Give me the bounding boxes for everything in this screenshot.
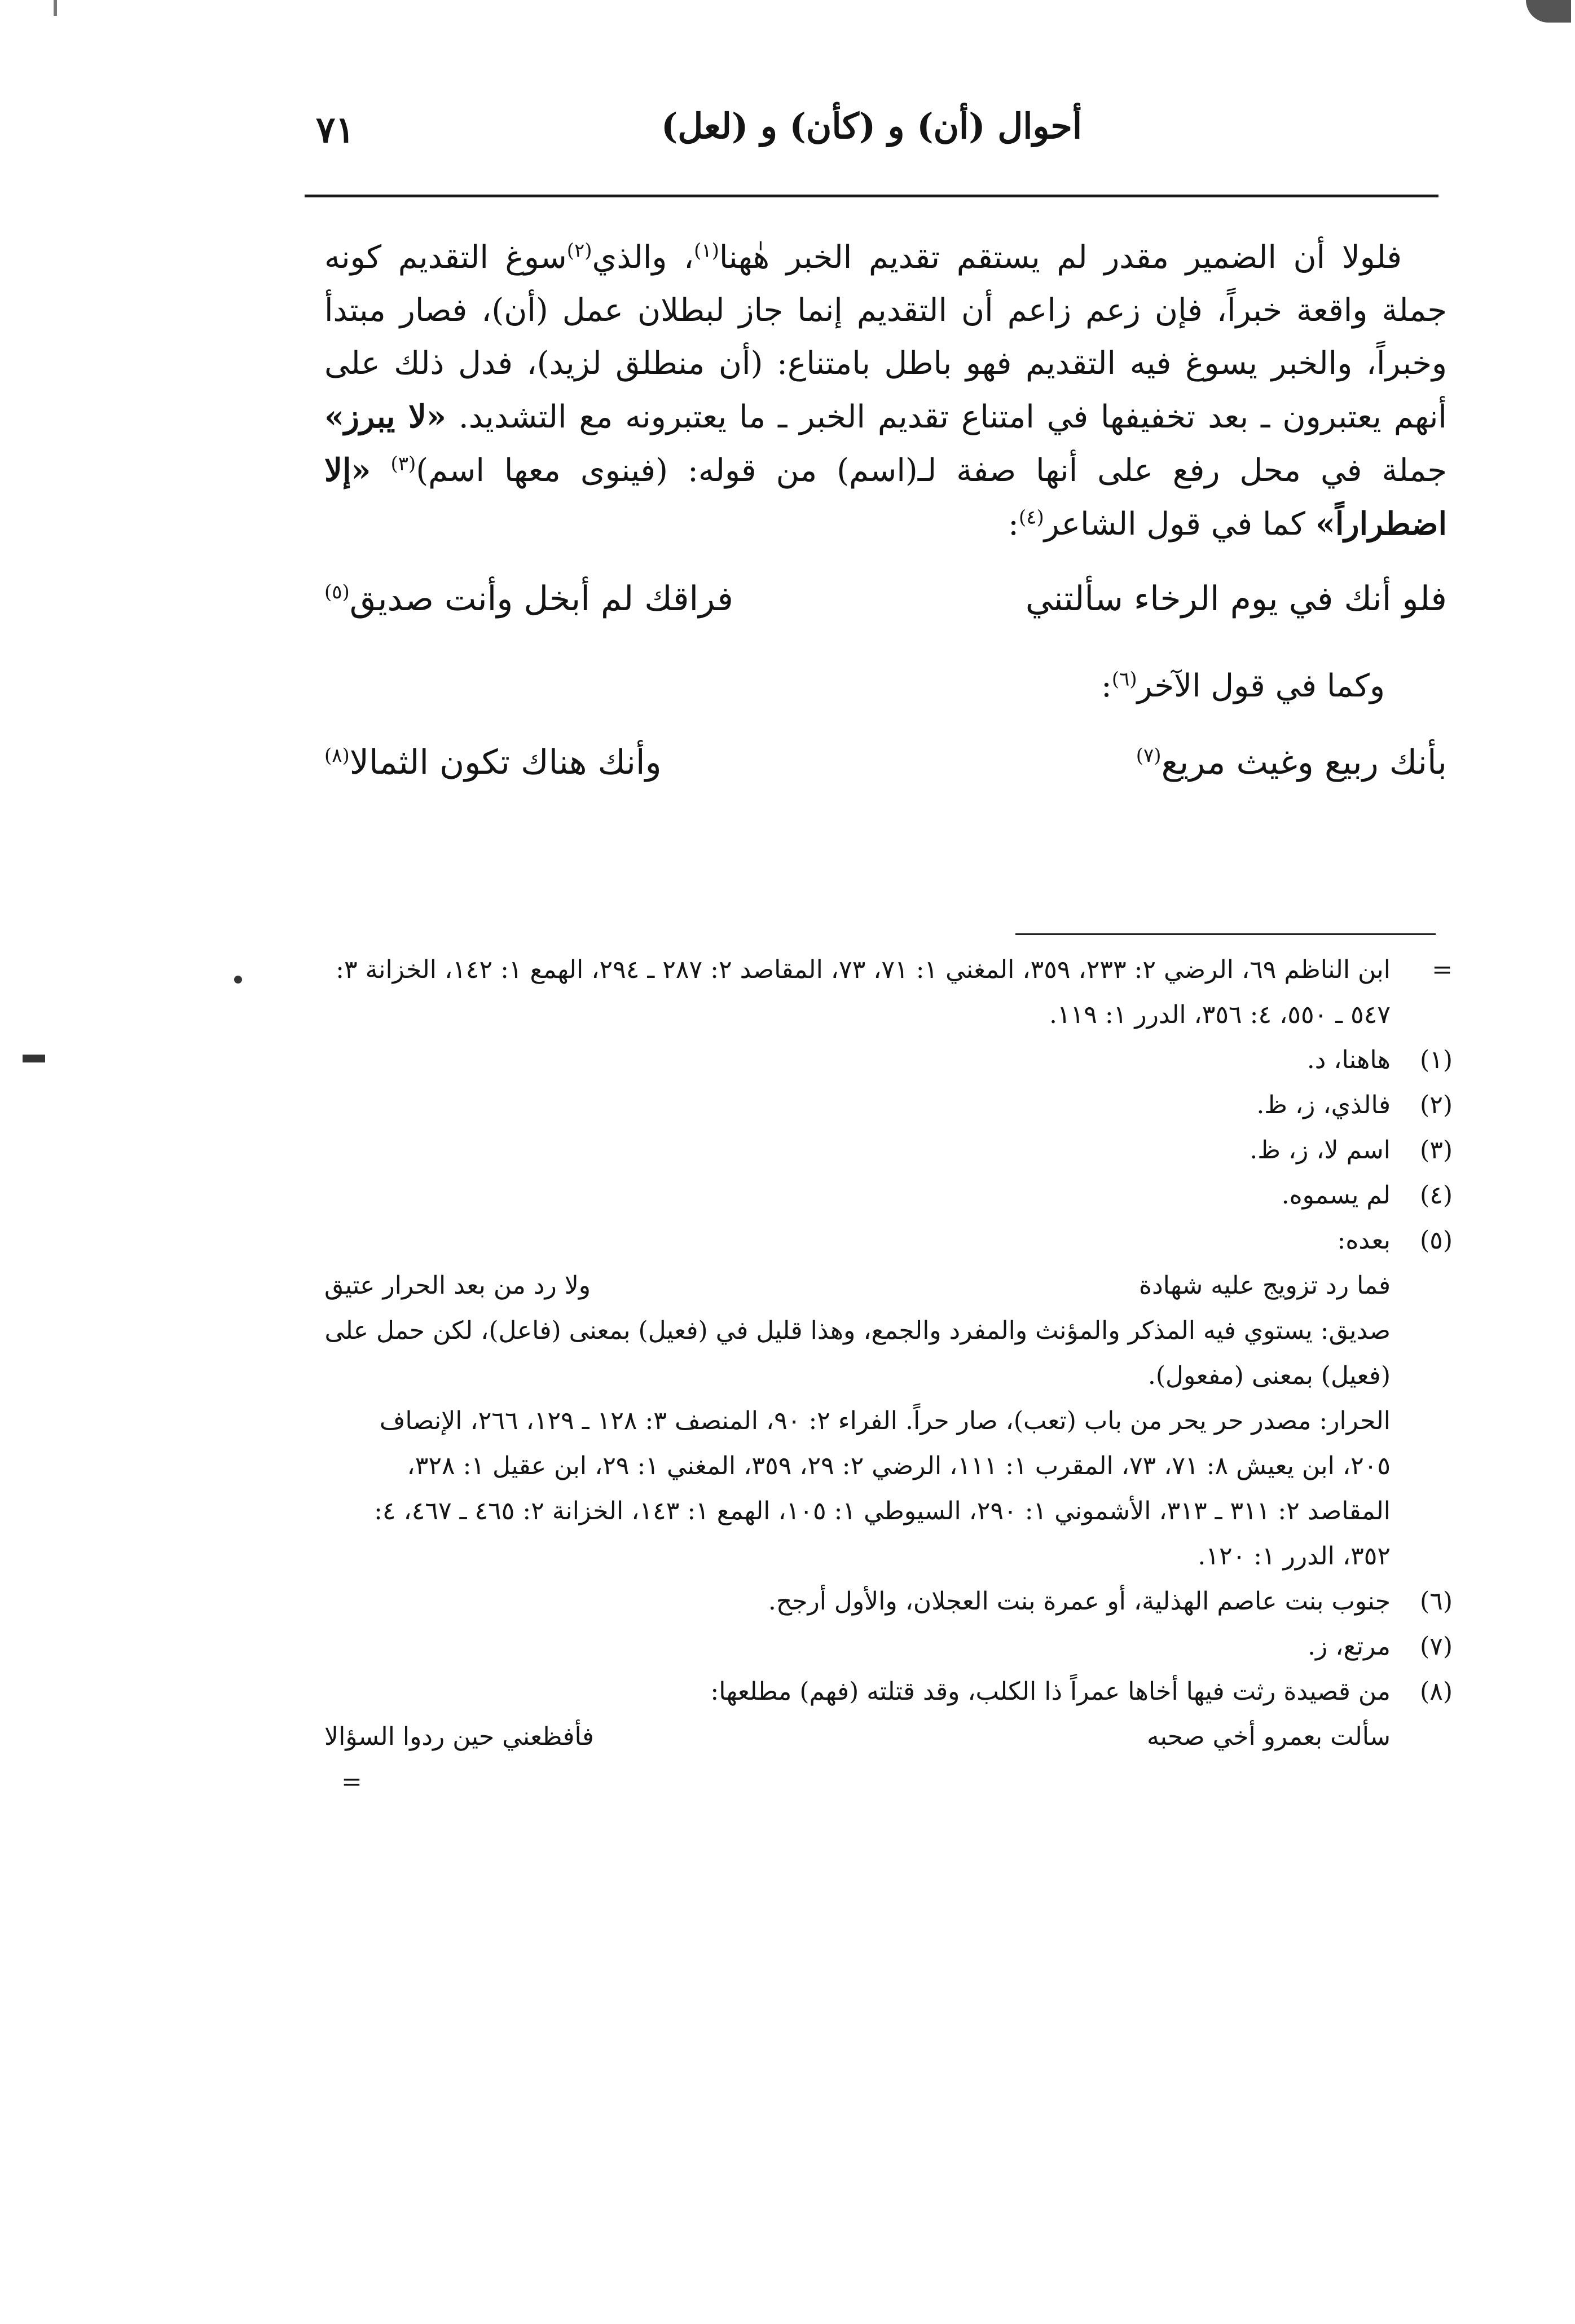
paragraph-1 — [324, 231, 1447, 551]
footnote-3 — [324, 1128, 1453, 1173]
footnote-6 — [324, 1579, 1453, 1624]
footnote-number: (٨) — [1420, 1677, 1453, 1706]
text-run: وكما في قول الآخر — [1137, 668, 1385, 704]
text-run: جملة في محل رفع على أنها صفة لـ(اسم) من قوله: (فينوى معها اسم) — [416, 452, 1447, 489]
fn5-hemistich-1: فما رد تزويج عليه شهادة — [1139, 1271, 1391, 1300]
footnote-ref-4[interactable]: (٤) — [1018, 506, 1044, 529]
footnote-number: (٧) — [1420, 1632, 1453, 1661]
footnote-ref-1[interactable]: (١) — [694, 239, 719, 262]
text-run: فلولا أن الضمير مقدر لم يستقم تقديم الخبر هٰهنا — [719, 239, 1402, 276]
verse-2-hemistich-1 — [1136, 743, 1447, 782]
text-run: : — [1008, 506, 1019, 543]
footnote-text: فالذي، ز، ظ. — [1256, 1091, 1391, 1119]
bold-quote-1: «لا يبرز» — [324, 398, 446, 435]
footnote-number: (١) — [1420, 1046, 1453, 1074]
page-number: ٧١ — [316, 109, 355, 151]
verse-2-intro — [324, 658, 1385, 715]
footnote-text: من قصيدة رثت فيها أخاها عمراً ذا الكلب، وقد قتلته (فهم) مطلعها: — [710, 1677, 1391, 1706]
footnote-number: (٢) — [1420, 1091, 1453, 1119]
footnote-continuation — [324, 947, 1453, 1038]
bold-quote-2: «إلا اضطراراً» — [324, 452, 1447, 543]
scan-mark — [54, 0, 57, 16]
text-run: : — [1101, 668, 1112, 704]
footnote-ref-7[interactable]: (٧) — [1136, 744, 1162, 767]
text-run: كما في قول الشاعر — [1044, 506, 1306, 543]
footnote-8-verse — [324, 1714, 1453, 1759]
footnote-2 — [324, 1083, 1453, 1128]
text-run: فراقك لم أبخل وأنت صديق — [349, 579, 733, 619]
verse-1-hemistich-2 — [324, 579, 733, 619]
footnote-4 — [324, 1173, 1453, 1218]
footnote-7 — [324, 1624, 1453, 1669]
footnote-number: (٦) — [1420, 1587, 1453, 1616]
verse-1-hemistich-1: فلو أنك في يوم الرخاء سألتني — [1025, 579, 1447, 619]
footnote-text: ابن الناظم ٦٩، الرضي ٢: ٢٣٣، ٣٥٩، المغني ١: ٧١، ٧٣، المقاصد ٢: ٢٨٧ ـ ٢٩٤، الهمع ١: ١٤٢، الخزانة ٣: ٥٤٧ ـ ٥٥٠، ٤: ٣٥٦، الدرر ١: ١١٩. — [336, 955, 1391, 1029]
footnote-ref-2[interactable]: (٢) — [566, 239, 592, 262]
footnote-8 — [324, 1669, 1453, 1714]
scan-mark — [1526, 0, 1571, 23]
running-title: أحوال (أن) و (كأن) و (لعل) — [661, 105, 1083, 147]
continuation-mark: = — [1432, 955, 1453, 984]
footnotes — [324, 947, 1453, 1805]
fn8-hemistich-1: سألت بعمرو أخي صحبه — [1146, 1722, 1391, 1751]
footnote-5 — [324, 1218, 1453, 1263]
text-run: سوغ التقديم كونه جملة واقعة خبراً، فإن زعم زاعم أن التقديم إنما جاز لبطلان عمل (أن)، فصار مبتدأ وخبراً، والخبر يسوغ فيه التقديم فهو باطل بامتناع: (أن منطلق لزيد)، فدل ذلك على أنهم يعتبرون ـ بعد تخفيفها في امتناع تقديم الخبر ـ ما يعتبرونه مع التشديد. — [324, 239, 1447, 435]
footnote-ref-3[interactable]: (٣) — [390, 452, 416, 475]
text-run: ، والذي — [592, 239, 694, 276]
footnote-ref-6[interactable]: (٦) — [1111, 668, 1137, 691]
page-header — [305, 99, 1438, 161]
main-text — [324, 231, 1447, 810]
text-run: بأنك ربيع وغيث مريع — [1161, 743, 1447, 782]
footnote-5-text-1: صديق: يستوي فيه المذكر والمؤنث والمفرد والجمع، وهذا قليل في (فعيل) بمعنى (فاعل)، لكن حمل على (فعيل) بمعنى (مفعول). — [324, 1316, 1391, 1390]
verse-1 — [324, 562, 1447, 647]
footnote-5-verse — [324, 1263, 1453, 1308]
footnote-text: اسم لا، ز، ظ. — [1250, 1136, 1391, 1165]
footnote-text: بعده: — [1337, 1226, 1391, 1255]
footnote-number: (٥) — [1420, 1226, 1453, 1255]
footnote-text: مرتع، ز. — [1308, 1632, 1391, 1661]
fn8-hemistich-2: فأفظعني حين ردوا السؤالا — [324, 1722, 594, 1751]
scan-mark — [234, 976, 242, 984]
footnote-number: (٣) — [1420, 1136, 1453, 1165]
footnote-1 — [324, 1038, 1453, 1083]
fn5-hemistich-2: ولا رد من بعد الحرار عتيق — [324, 1271, 591, 1300]
footnote-5-text-2: الحرار: مصدر حر يحر من باب (تعب)، صار حراً. الفراء ٢: ٩٠، المنصف ٣: ١٢٨ ـ ١٢٩، ٢٦٦، الإنصاف ٢٠٥، ابن يعيش ٨: ٧١، ٧٣، المقرب ١: ١١١، الرضي ٢: ٢٩، ٣٥٩، المغني ١: ٢٩، ابن عقيل ١: ٣٢٨، المقاصد ٢: ٣١١ ـ ٣١٣، الأشموني ١: ٢٩٠، السيوطي ١: ١٠٥، الهمع ١: ١٤٣، الخزانة ٢: ٤٦٥ ـ ٤٦٧، ٤: ٣٥٢، الدرر ١: ١٢٠. — [374, 1406, 1391, 1571]
end-continuation-mark: = — [341, 1767, 362, 1796]
footnote-ref-8[interactable]: (٨) — [324, 744, 350, 767]
text-run: وأنك هناك تكون الثمالا — [349, 743, 662, 782]
footnote-separator — [1015, 933, 1436, 935]
verse-2 — [324, 726, 1447, 810]
footnote-number: (٤) — [1420, 1181, 1453, 1210]
footnote-ref-5[interactable]: (٥) — [324, 581, 350, 603]
scan-mark — [23, 1055, 45, 1062]
verse-2-hemistich-2 — [324, 743, 662, 782]
footnote-text: هاهنا، د. — [1306, 1046, 1391, 1074]
footnote-text: جنوب بنت عاصم الهذلية، أو عمرة بنت العجلان، والأول أرجح. — [768, 1587, 1391, 1616]
footnote-text: لم يسموه. — [1281, 1181, 1391, 1210]
header-rule — [305, 195, 1438, 197]
